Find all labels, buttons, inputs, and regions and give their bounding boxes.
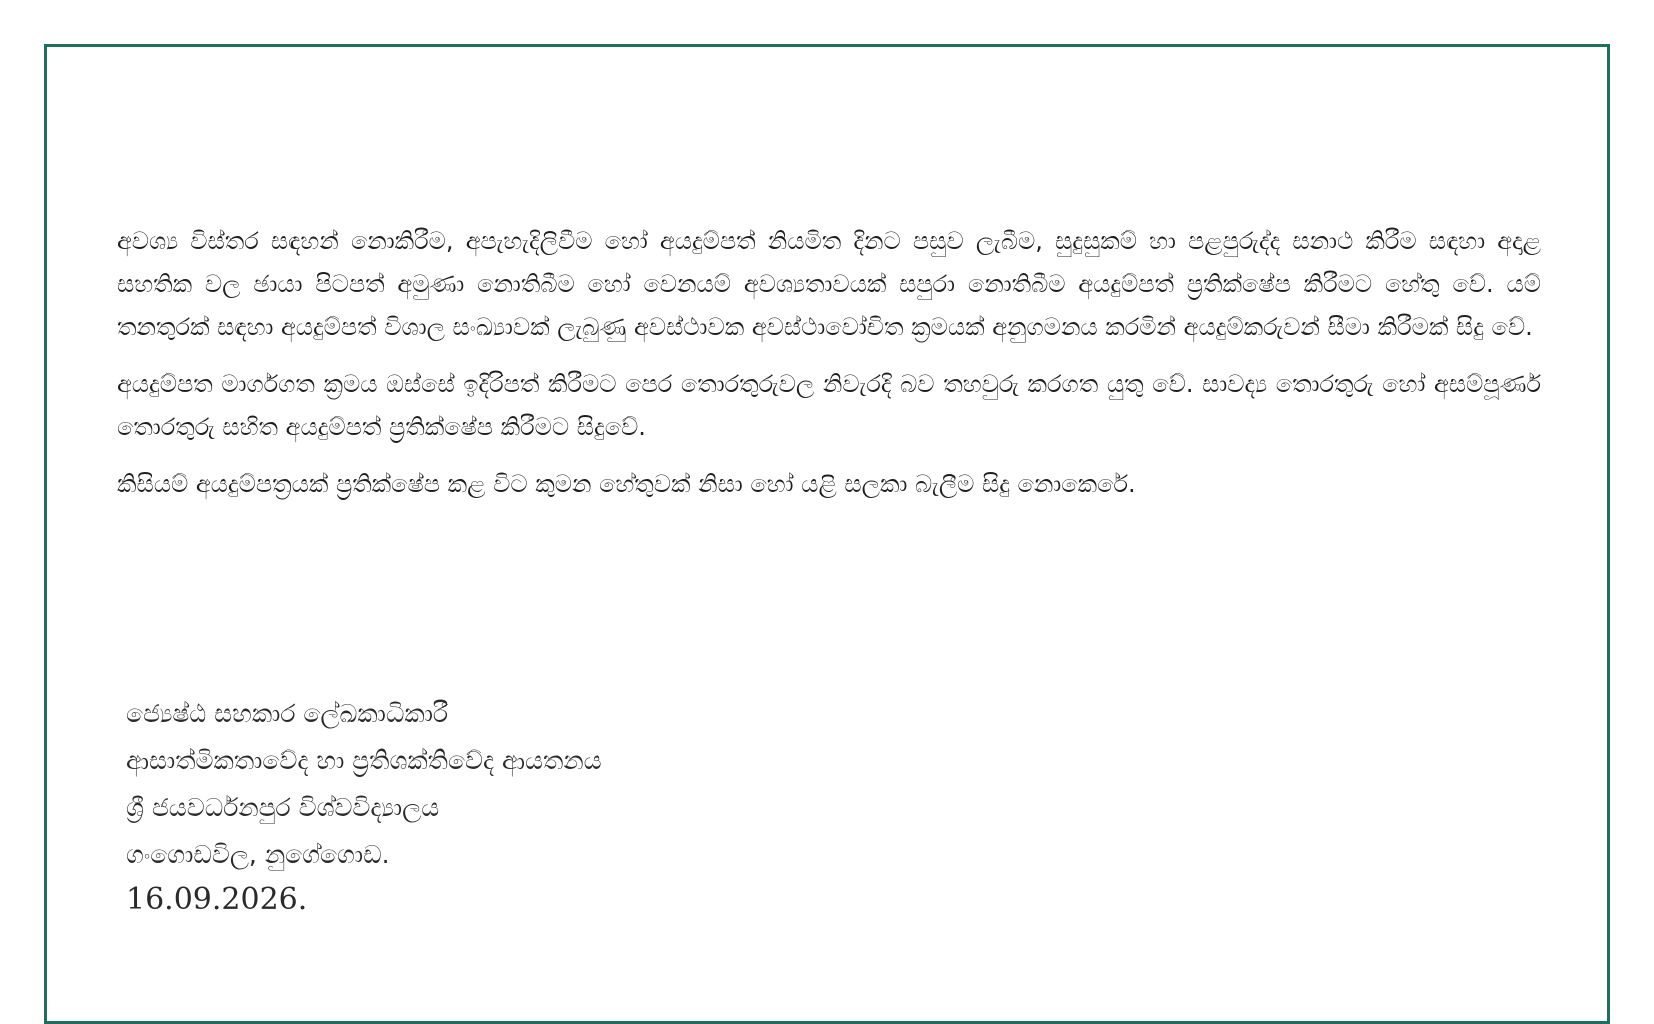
signatory-title: ජ්‍යෙෂ්ඨ සහකාර ලේඛකාධිකාරී	[126, 699, 449, 728]
paragraph-rejection-reasons: අවශ්‍ය විස්තර සඳහන් නොකිරීම, අපැහැදිලිවීම හෝ අයදුම්පත් නියමිත දිනට පසුව ලැබීම, සුදුසුකම් හා පළපුරුද්ද සනාථ කිරීම සඳහා අදාළ සහතික වල ඡායා පිටපත් අමුණා නොතිබීම හෝ වෙනයම් අවශ්‍යතාවයක් සපුරා නොතිබීම අයදුම්පත් ප්‍රතික්ෂේප කිරීමට හේතු වේ. යම් තනතුරක් සඳහා අයදුම්පත් විශාල සංඛ්‍යාවක් ලැබුණු අවස්ථාවක අවස්ථාවෝචිත ක්‍රමයක් අනුගමනය කරමින් අයදුම්කරුවන් සීමා කිරීමක් සිදු වේ.	[117, 227, 1541, 341]
document-body	[117, 220, 1541, 520]
signatory-department: ආසාත්මිකතාවේද හා ප්‍රතිශක්තිවේද ආයතනය	[126, 746, 602, 775]
paragraph-online-submission: අයදුම්පත මාර්ගගත ක්‍රමය ඔස්සේ ඉදිරිපත් කිරීමට පෙර තොරතුරුවල නිවැරදි බව තහවුරු කරගත යුතු වේ. සාවද්‍ය තොරතුරු හෝ අසම්පූර්ණ තොරතුරු සහිත අයදුම්පත් ප්‍රතික්ෂේප කිරීමට සිදුවේ.	[117, 370, 1541, 441]
paragraph-no-reconsideration: කිසියම් අයදුම්පත්‍රයක් ප්‍රතික්ෂේප කළ විට කුමන හේතුවක් නිසා හෝ යළි සලකා බැලීම සිදු නොකෙරේ.	[117, 470, 1136, 498]
document-date: 16.09.2026.	[126, 882, 308, 917]
signatory-address: ගංගොඩවිල, නුගේගොඩ.	[126, 840, 390, 869]
signatory-university: ශ්‍රී ජයවර්ධනපුර විශ්වවිද්‍යාලය	[126, 793, 440, 822]
signature-block	[126, 690, 1026, 922]
